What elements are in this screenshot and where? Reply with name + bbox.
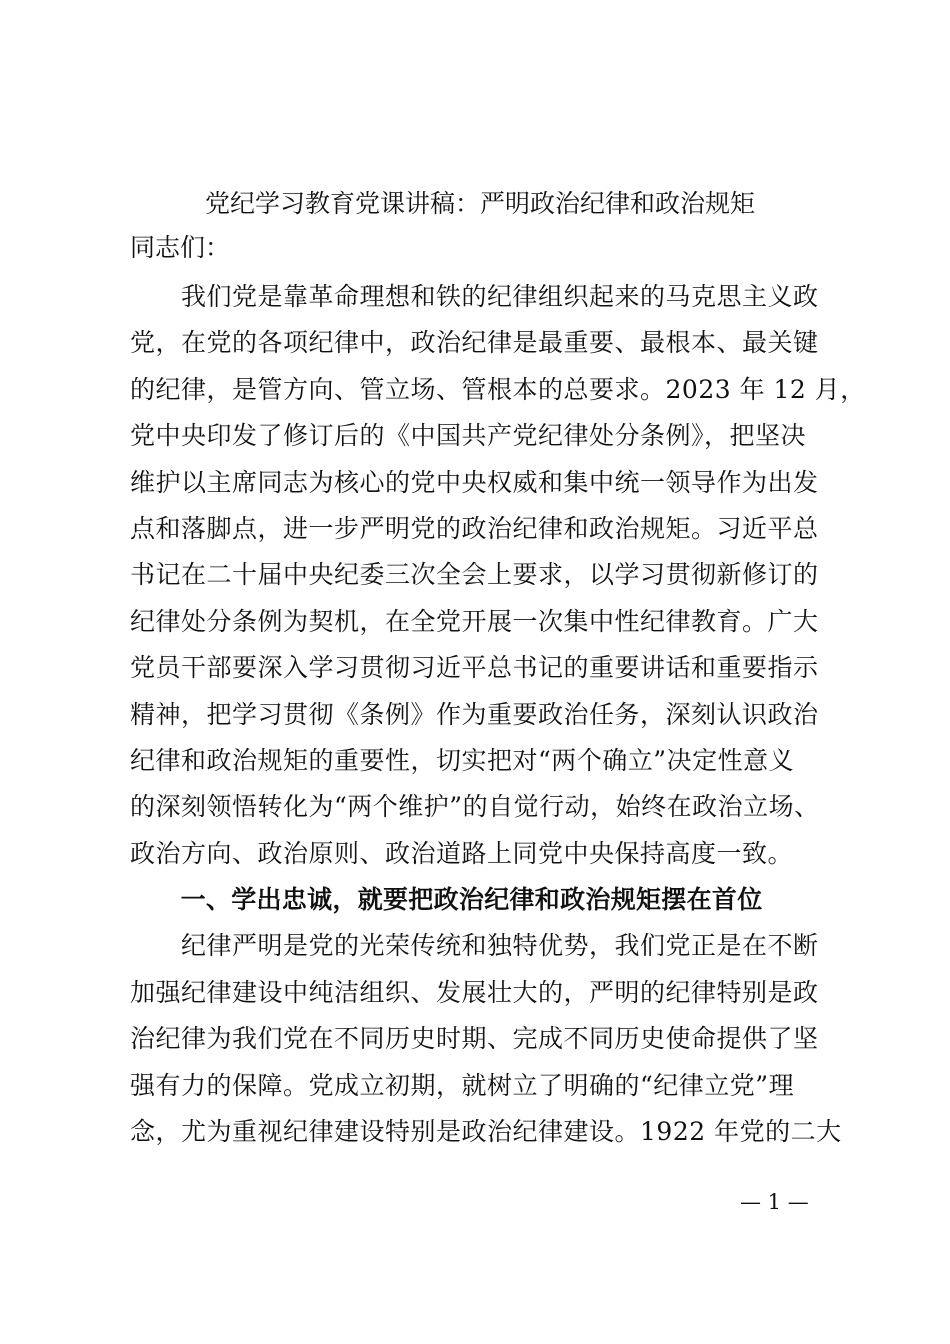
text-line: 的深刻领悟转化为“两个维护”的自觉行动，始终在政治立场、 [130, 792, 820, 822]
text-line: 政治方向、政治原则、政治道路上同党中央保持高度一致。 [130, 838, 794, 868]
page-number: — 1 — [740, 1190, 809, 1214]
section-heading-1: 一、学出忠诚，就要把政治纪律和政治规矩摆在首位 [130, 885, 763, 915]
document-title: 党纪学习教育党课讲稿：严明政治纪律和政治规矩 [204, 189, 755, 218]
greeting: 同志们： [130, 233, 231, 262]
text-line: 党员干部要深入学习贯彻习近平总书记的重要讲话和重要指示 [130, 653, 819, 683]
text-line: 党，在党的各项纪律中，政治纪律是最重要、最根本、最关键 [130, 328, 819, 358]
text-line: 精神，把学习贯彻《条例》作为重要政治任务，深刻认识政治 [130, 699, 819, 729]
text-line: 纪律严明是党的光荣传统和独特优势，我们党正是在不断 [130, 931, 819, 961]
text-line: 纪律和政治规矩的重要性，切实把对“两个确立”决定性意义 [130, 745, 795, 775]
text-line: 我们党是靠革命理想和铁的纪律组织起来的马克思主义政 [130, 282, 819, 311]
text-line: 维护以主席同志为核心的党中央权威和集中统一领导作为出发 [130, 467, 819, 497]
text-line: 党中央印发了修订后的《中国共产党纪律处分条例》，把坚决 [130, 421, 807, 451]
text-line: 点和落脚点，进一步严明党的政治纪律和政治规矩。习近平总 [130, 513, 819, 543]
paragraph-1 [130, 274, 866, 1155]
text-line: 加强纪律建设中纯洁组织、发展壮大的，严明的纪律特别是政 [130, 977, 819, 1007]
text-line: 书记在二十届中央纪委三次全会上要求，以学习贯彻新修订的 [130, 560, 819, 590]
text-line: 的纪律，是管方向、管立场、管根本的总要求。2023 年 12 月， [130, 374, 866, 404]
text-line: 念，尤为重视纪律建设特别是政治纪律建设。1922 年党的二大 [130, 1117, 842, 1147]
text-line: 治纪律为我们党在不同历史时期、完成不同历史使命提供了坚 [130, 1024, 819, 1054]
text-line: 纪律处分条例为契机，在全党开展一次集中性纪律教育。广大 [130, 606, 819, 636]
text-line: 强有力的保障。党成立初期，就树立了明确的“纪律立党”理 [130, 1070, 795, 1100]
